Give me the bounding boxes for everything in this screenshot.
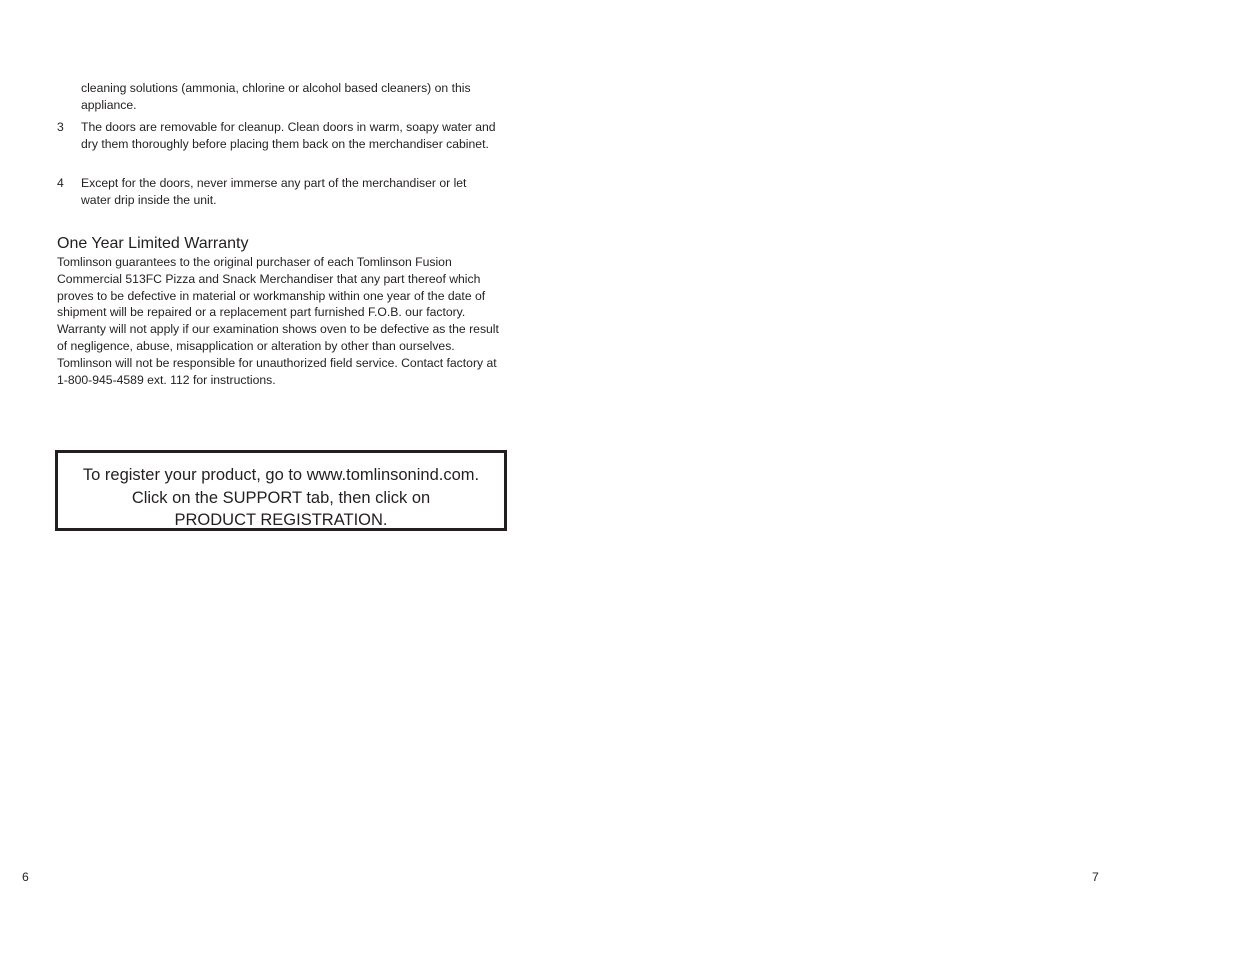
left-page: [0, 0, 617, 954]
register-line-1: To register your product, go to www.tomlinsonind.com.: [82, 466, 480, 484]
warranty-heading: One Year Limited Warranty: [57, 235, 249, 252]
register-line-3: PRODUCT REGISTRATION.: [174, 511, 388, 529]
list-item-text: Except for the doors, never immerse any part of the merchandiser or let water drip inside the unit.: [81, 176, 467, 207]
register-line-2: Click on the SUPPORT tab, then click on: [131, 488, 431, 507]
list-item-number: 3: [57, 120, 64, 134]
list-item-3: [57, 119, 497, 153]
page-number-left: 6: [22, 870, 29, 884]
list-item-number: 4: [57, 176, 64, 190]
right-page: [617, 0, 1235, 954]
list-item-4: [57, 175, 497, 209]
warranty-body: Tomlinson guarantees to the original purchaser of each Tomlinson Fusion Commercial 513FC Pizza and Snack Merchandiser that any part thereof which proves to be defective in material or workmanship within one year of the date of shipment will be repaired or a replacement part furnished F.O.B. our factory. Warranty will not apply if our examination shows oven to be defective as the result of negligence, abuse, misapplication or alteration by other than ourselves. Tomlinson will not be responsible for unauthorized field service. Contact factory at 1-800-945-4589 ext. 112 for instructions.: [57, 255, 499, 387]
list-item-text: The doors are removable for cleanup. Clean doors in warm, soapy water and dry them thoroughly before placing them back on the merchandiser cabinet.: [81, 120, 496, 151]
product-registration-box: [55, 450, 507, 531]
list-item-continuation: cleaning solutions (ammonia, chlorine or alcohol based cleaners) on this appliance.: [81, 81, 471, 112]
page-number-right: 7: [1092, 870, 1099, 884]
